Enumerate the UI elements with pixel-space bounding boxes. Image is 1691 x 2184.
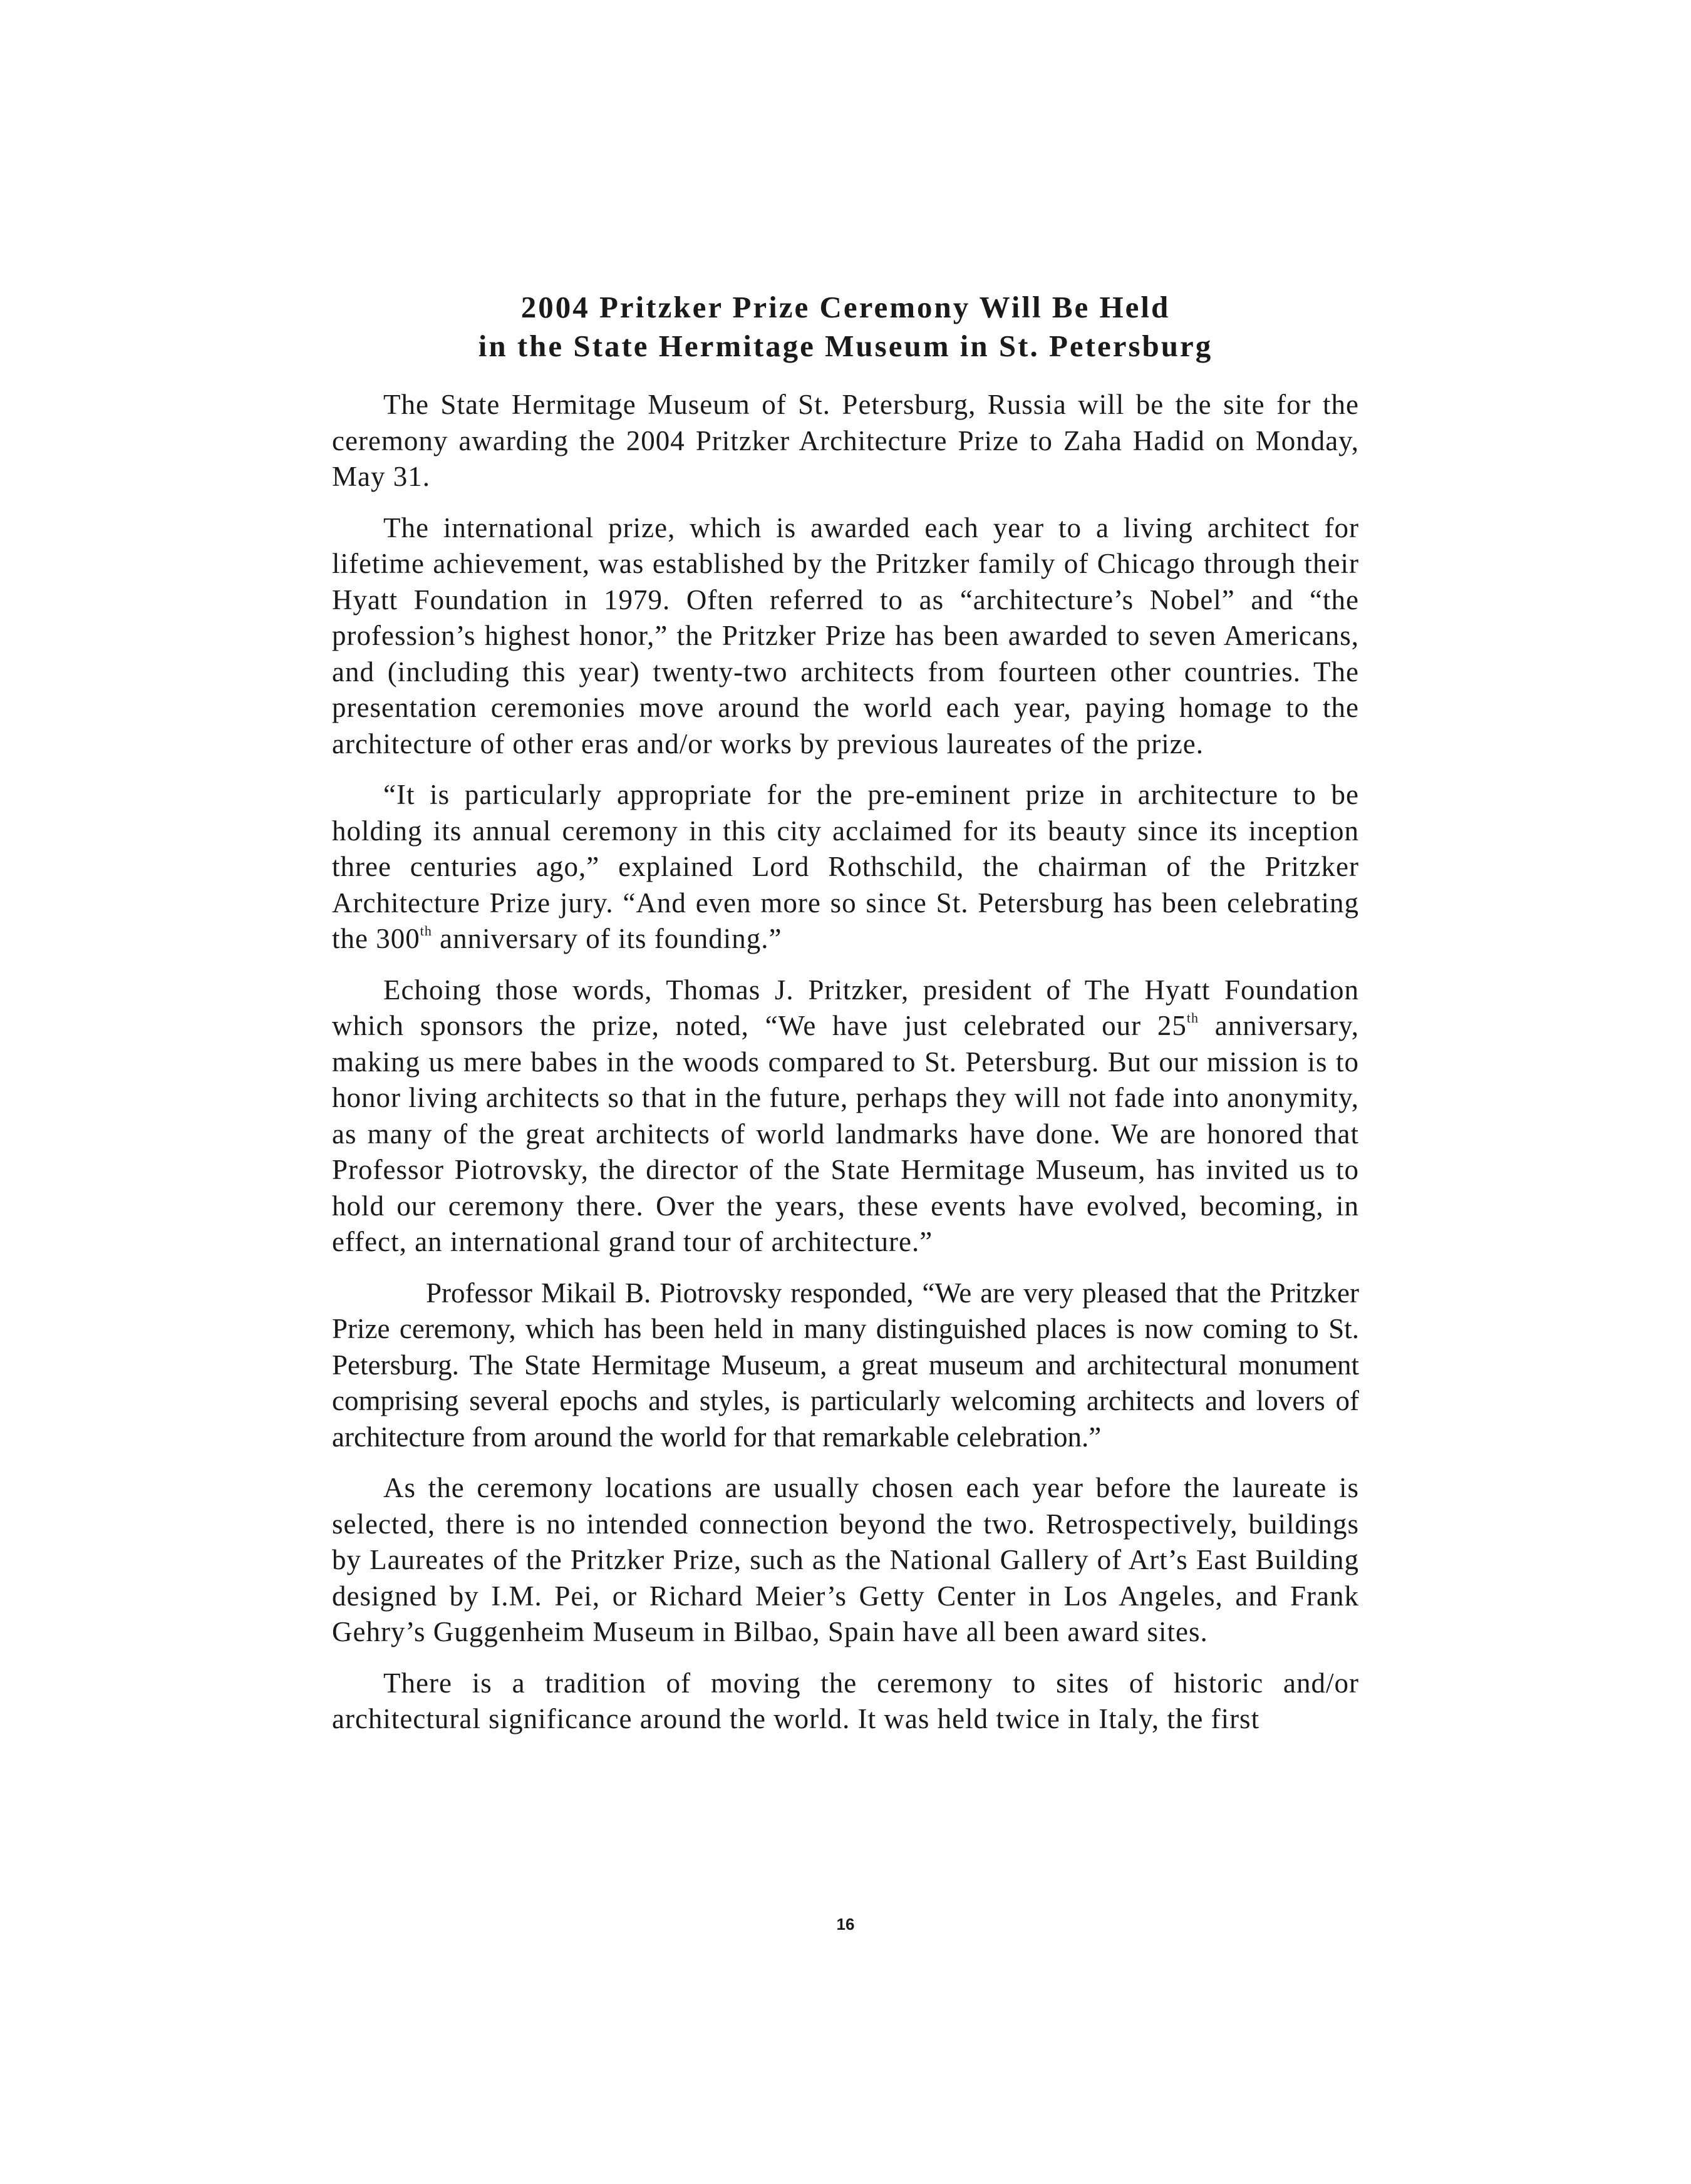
paragraph-3 — [332, 777, 1359, 957]
paragraph-3-text-a: “It is particularly appropriate for the pre-eminent prize in architecture to be holding its annual ceremony in this city acclaimed for its beauty since its inception three centuries ago,” explained Lord Rothschild, the chairman of the Pritzker Architecture Prize jury. “And even more so since St. Petersburg has been celebrating the 300 — [332, 779, 1359, 954]
paragraph-6: As the ceremony locations are usually chosen each year before the laureate is selected, there is no intended connection beyond the two. Retrospectively, buildings by Laureates of the Pritzker Prize, such as the National Gallery of Art’s East Building designed by I.M. Pei, or Richard Meier’s Getty Center in Los Angeles, and Frank Gehry’s Guggenheim Museum in Bilbao, Spain have all been award sites. — [332, 1472, 1359, 1647]
ordinal-superscript: th — [1186, 1010, 1199, 1026]
paragraph-3-text-b: anniversary of its founding.” — [432, 923, 782, 954]
title-line-2: in the State Hermitage Museum in St. Petersburg — [478, 329, 1213, 363]
page-number: 16 — [836, 1915, 855, 1934]
title-line-1: 2004 Pritzker Prize Ceremony Will Be Held — [520, 290, 1171, 324]
paragraph-4-text-b: anniversary, making us mere babes in the woods compared to St. Petersburg. But our mission is to honor living architects so that in the future, perhaps they will not fade into anonymity, as many of the great architects of world landmarks have done. We are honored that Professor Piotrovsky, the director of the State Hermitage Museum, has invited us to hold our ceremony there. Over the years, these events have evolved, becoming, in effect, an international grand tour of architecture.” — [332, 1010, 1359, 1257]
paragraph-7: There is a tradition of moving the ceremony to sites of historic and/or architectural significance around the world. It was held twice in Italy, the first — [332, 1667, 1359, 1734]
ordinal-superscript: th — [420, 923, 432, 939]
paragraph-4-text-a: Echoing those words, Thomas J. Pritzker, president of The Hyatt Foundation which sponsors the prize, noted, “We have just celebrated our 25 — [332, 974, 1359, 1041]
paragraph-1: The State Hermitage Museum of St. Petersburg, Russia will be the site for the ceremony awarding the 2004 Pritzker Architecture Prize to Zaha Hadid on Monday, May 31. — [332, 389, 1359, 492]
paragraph-2: The international prize, which is awarded each year to a living architect for lifetime achievement, was established by the Pritzker family of Chicago through their Hyatt Foundation in 1979. Often referred to as “architecture’s Nobel” and “the profession’s highest honor,” the Pritzker Prize has been awarded to seven Americans, and (including this year) twenty-two architects from fourteen other countries. The presentation ceremonies move around the world each year, paying homage to the architecture of other eras and/or works by previous laureates of the prize. — [332, 512, 1359, 760]
page-title — [332, 288, 1359, 366]
paragraph-5: Professor Mikail B. Piotrovsky responded, “We are very pleased that the Pritzker Prize ceremony, which has been held in many distinguished places is now coming to St. Petersburg. The State Hermitage Museum, a great museum and architectural monument comprising several epochs and styles, is particularly welcoming architects and lovers of architecture from around the world for that remarkable celebration.” — [332, 1277, 1359, 1453]
paragraph-4 — [332, 972, 1359, 1260]
document-page — [332, 288, 1359, 1753]
